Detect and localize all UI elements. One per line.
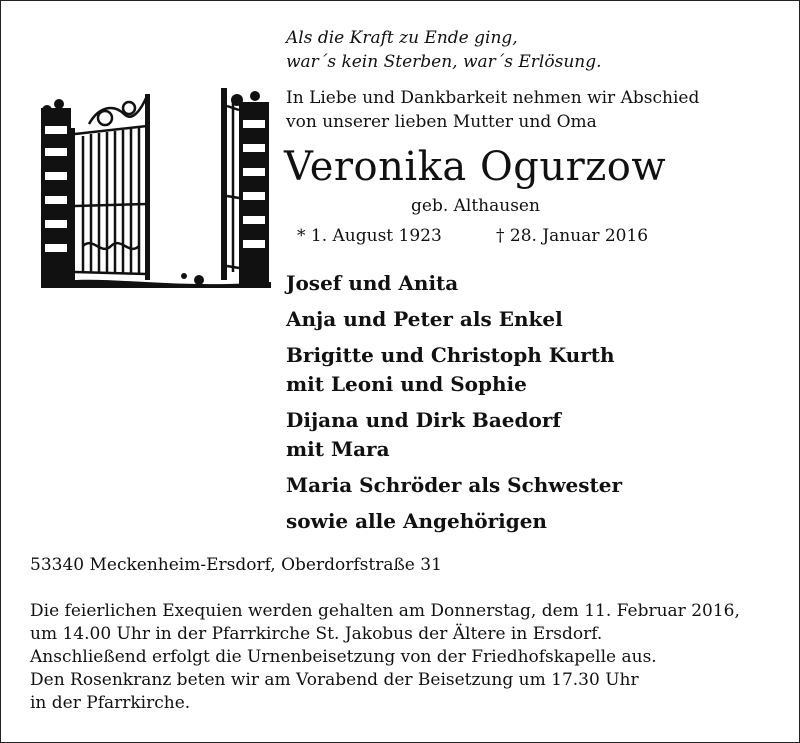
mourners-list [286, 269, 622, 543]
notice-line: Anschließend erfolgt die Urnenbeisetzung von der Friedhofskapelle aus. [30, 647, 657, 667]
mourner-line: Brigitte und Christoph Kurth [286, 343, 615, 367]
mourner-line: Josef und Anita [286, 271, 459, 295]
death-date: † 28. Januar 2016 [496, 226, 649, 246]
motto [286, 26, 602, 74]
intro-text [286, 86, 699, 134]
intro-line: von unserer lieben Mutter und Oma [286, 112, 597, 132]
mourner-group [286, 406, 622, 464]
deceased-name: Veronika Ogurzow [284, 144, 667, 190]
mourner-group [286, 341, 622, 399]
mourner-group [286, 269, 622, 298]
notice-line: Den Rosenkranz beten wir am Vorabend der Beisetzung um 17.30 Uhr [30, 670, 639, 690]
mourner-line: Dijana und Dirk Baedorf [286, 408, 561, 432]
notice-line: um 14.00 Uhr in der Pfarrkirche St. Jakobus der Ältere in Ersdorf. [30, 624, 603, 644]
mourner-line: sowie alle Angehörigen [286, 509, 547, 533]
motto-line: war´s kein Sterben, war´s Erlösung. [286, 52, 602, 72]
mourner-line: mit Mara [286, 437, 390, 461]
notice-line: in der Pfarrkirche. [30, 693, 191, 713]
mourner-line: Anja und Peter als Enkel [286, 307, 563, 331]
notice-line: Die feierlichen Exequien werden gehalten am Donnerstag, dem 11. Februar 2016, [30, 601, 740, 621]
open-gate-illustration [39, 86, 271, 288]
motto-line: Als die Kraft zu Ende ging, [286, 28, 518, 48]
mourner-group [286, 507, 622, 536]
mourner-line: Maria Schröder als Schwester [286, 473, 623, 497]
mourner-group [286, 471, 622, 500]
maiden-name: geb. Althausen [411, 196, 540, 216]
address: 53340 Meckenheim-Ersdorf, Oberdorfstraße 31 [30, 555, 442, 575]
mourner-line: mit Leoni und Sophie [286, 372, 527, 396]
birth-date: * 1. August 1923 [297, 226, 442, 246]
intro-line: In Liebe und Dankbarkeit nehmen wir Abschied [286, 88, 700, 108]
mourner-group [286, 305, 622, 334]
funeral-notice [30, 600, 740, 715]
